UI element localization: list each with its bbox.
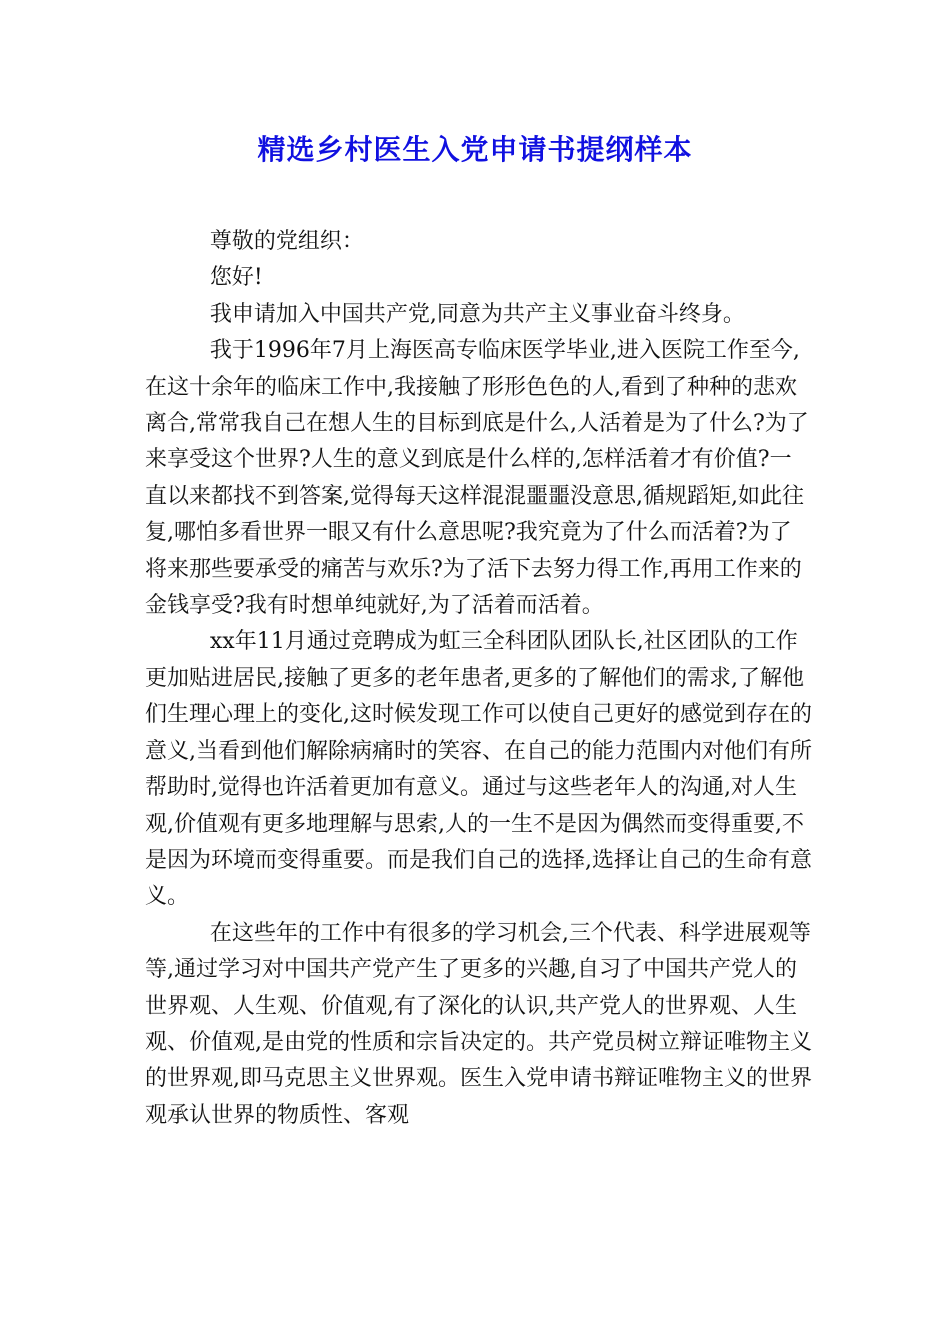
paragraph-1: 我申请加入中国共产党,同意为共产主义事业奋斗终身。 — [209, 301, 745, 327]
salutation: 尊敬的党组织： — [209, 229, 364, 254]
paragraph-3: xx年11月通过竞聘成为虹三全科团队团队长,社区团队的工作更加贴进居民,接触了更多的老年患者,更多的了解他们的需求,了解他们生理心理上的变化,这时候发现工作可以使自己更好的感觉到存在的意义,当看到他们解除病痛时的笑容、在自己的能力范围内对他们有所帮助时,觉得也许活着更加有意义。通过与这些老年人的沟通,对人生观,价值观有更多地理解与思索,人的一生不是因为偶然而变得重要,不是因为环境而变得重要。而是我们自己的选择,选择让自己的生命有意义。 — [145, 629, 812, 910]
document-body — [145, 224, 813, 1134]
paragraph-2: 我于1996年7月上海医高专临床医学毕业,进入医院工作至今,在这十余年的临床工作中,我接触了形形色色的人,看到了种种的悲欢离合,常常我自己在想人生的目标到底是什么,人活着是为了什么?为了来享受这个世界?人生的意义到底是什么样的,怎样活着才有价值?一直以来都找不到答案,觉得每天这样混混噩噩没意思,循规蹈矩,如此往复,哪怕多看世界一眼又有什么意思呢?我究竟为了什么而活着?为了将来那些要承受的痛苦与欢乐?为了活下去努力得工作,再用工作来的金钱享受?我有时想单纯就好,为了活着而活着。 — [145, 338, 809, 619]
paragraph-4: 在这些年的工作中有很多的学习机会,三个代表、科学进展观等等,通过学习对中国共产党产生了更多的兴趣,自习了中国共产党人的世界观、人生观、价值观,有了深化的认识,共产党人的世界观、人生观、价值观,是由党的性质和宗旨决定的。共产党员树立辩证唯物主义的世界观,即马克思主义世界观。医生入党申请书辩证唯物主义的世界观承认世界的物质性、客观 — [145, 920, 812, 1128]
greeting: 您好! — [209, 265, 263, 291]
document-title: 精选乡村医生入党申请书提纲样本 — [257, 133, 693, 166]
